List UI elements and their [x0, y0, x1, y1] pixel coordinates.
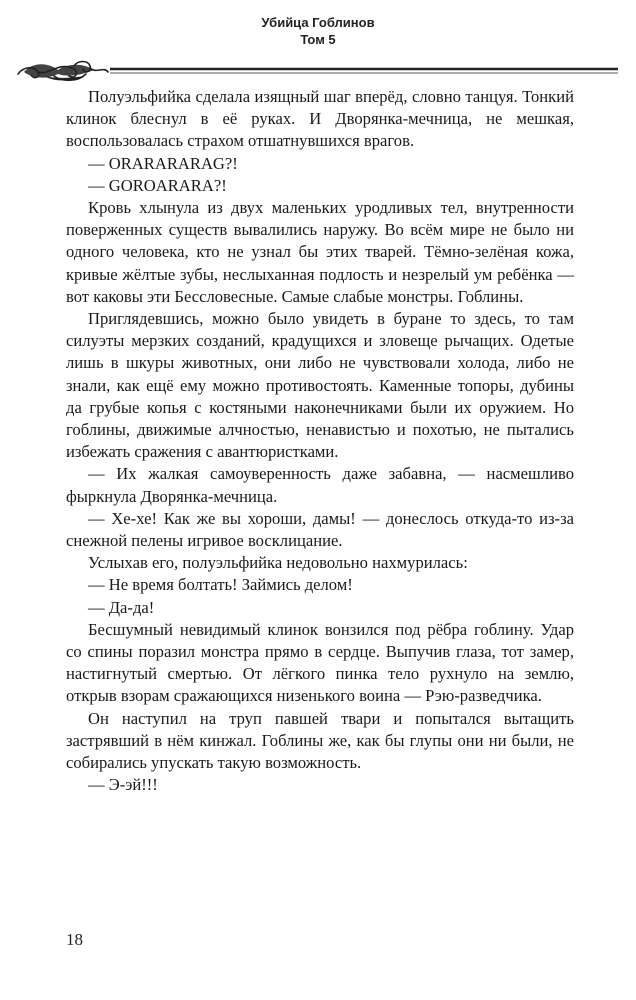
scroll-flourish-icon	[14, 56, 624, 84]
paragraph: — Да-да!	[88, 597, 155, 617]
paragraph: Кровь хлынула из двух маленьких уродливых тел, внутренности поверженных существ вывалились наружу. Во всём мире не было ни одного человека, кто не узнал бы этих тварей. Тёмно-зелёная кожа, кривые жёлтые зубы, неслыханная подлость и незрелый ум ребёнка — вот каковы эти Бессловесные. Самые слабые монстры. Гоблины.	[66, 198, 574, 306]
paragraph: — Хе-хе! Как же вы хороши, дамы! — донеслось откуда-то из-за снежной пелены игривое восклицание.	[66, 508, 574, 551]
book-title: Убийца Гоблинов	[261, 15, 375, 30]
page-number: 18	[66, 930, 83, 949]
paragraph: Полуэльфийка сделала изящный шаг вперёд, словно танцуя. Тонкий клинок блеснул в её руках. И Дворянка-мечница, не мешкая, воспользовалась страхом отшатнувшихся врагов.	[66, 87, 574, 151]
paragraph: — Не время болтать! Займись делом!	[88, 575, 353, 595]
body-text	[66, 86, 574, 797]
paragraph: Он наступил на труп павшей твари и попытался вытащить застрявший в нём кинжал. Гоблины же, как бы глупы они ни были, не собирались упускать такую возможность.	[66, 708, 574, 773]
paragraph: Услыхав его, полуэльфийка недовольно нахмурилась:	[88, 553, 468, 573]
paragraph: — Э-эй!!!	[88, 775, 158, 795]
paragraph: Бесшумный невидимый клинок вонзился под рёбра гоблину. Удар со спины поразил монстра прямо в сердце. Выпучив глаза, тот замер, настигнутый смертью. От лёгкого пинка тело рухнуло на землю, открыв взорам сражающихся низенького воина — Рэю-разведчика.	[66, 619, 574, 706]
paragraph: — GOROARARA?!	[88, 175, 227, 195]
paragraph: — Их жалкая самоуверенность даже забавна, — насмешливо фыркнула Дворянка-мечница.	[66, 464, 574, 506]
paragraph: Приглядевшись, можно было увидеть в буране то здесь, то там силуэты мерзких созданий, крадущихся и зловеще рычащих. Одетые лишь в шкуры животных, они либо не чувствовали холода, либо не знали, как ещё ему можно противостоять. Каменные топоры, дубины да грубые копья с костяными наконечниками были их оружием. Но гоблины, движимые алчностью, ненавистью и похотью, не пытались избежать сражения с авантюристками.	[66, 309, 574, 462]
running-header	[0, 14, 636, 48]
paragraph: — ORARARARAG?!	[88, 153, 238, 173]
volume-label: Том 5	[300, 32, 336, 47]
